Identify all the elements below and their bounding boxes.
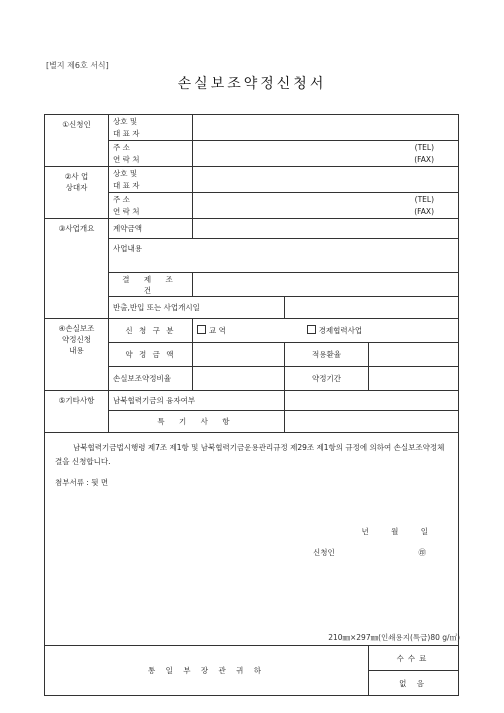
tel-label: (TEL)	[414, 142, 434, 152]
agreement-amount-field[interactable]	[193, 343, 285, 367]
paper-size-note: 210㎜×297㎜(인쇄용지(특급)80 g/㎡)	[328, 633, 460, 642]
fax-label: (FAX)	[414, 154, 434, 164]
special-notes-label: 특 기 사 항	[109, 411, 285, 433]
applicant-name-field[interactable]	[193, 115, 459, 141]
contract-amount-label: 계약금액	[109, 219, 193, 239]
addressee: 통 일 부 장 관 귀 하	[45, 646, 369, 696]
counterpart-name-label: 상호 및 대 표 자	[109, 167, 193, 193]
economic-cooperation-checkbox[interactable]: 경제협력사업	[307, 326, 362, 335]
counterpart-name-field[interactable]	[193, 167, 459, 193]
start-date-field[interactable]	[285, 297, 459, 319]
application-type-options	[193, 319, 459, 343]
fax-label: (FAX)	[414, 206, 434, 216]
agreement-period-label: 약정기간	[285, 367, 369, 391]
agreement-amount-label: 약 정 금 액	[109, 343, 193, 367]
counterpart-section-label: ②사 업 상대자	[45, 167, 109, 219]
business-content-label: 사업내용	[113, 244, 142, 253]
seal-mark: ㊞	[418, 548, 426, 557]
attachment-note: 첨부서류 : 뒷 면	[55, 478, 109, 487]
application-type-label: 신 청 구 분	[109, 319, 193, 343]
form-number: [별지 제6호 서식]	[46, 61, 109, 70]
applicant-label: 신청인	[313, 548, 335, 557]
application-form-table	[44, 114, 459, 696]
trade-checkbox[interactable]: 교 역	[197, 326, 226, 335]
applicant-signature-line	[55, 547, 448, 561]
payment-terms-field[interactable]	[193, 273, 459, 297]
loss-subsidy-section-label: ④손실보조 약정신청 내용	[45, 319, 109, 391]
subsidy-ratio-label: 손실보조약정비율	[109, 367, 193, 391]
counterpart-address-label: 주 소 연 락 처	[109, 193, 193, 219]
loan-status-field[interactable]	[285, 391, 459, 411]
counterpart-address-field[interactable]	[193, 193, 459, 219]
loan-status-label: 남북협력기금의 융자여부	[109, 391, 285, 411]
applicant-name-label: 상호 및 대 표 자	[109, 115, 193, 141]
applicant-section-label: ①신청인	[45, 115, 109, 167]
subsidy-ratio-field[interactable]	[193, 367, 285, 391]
statement-text: 남북협력기금법시행령 제7조 제1항 및 남북협력기금운용관리규정 제29조 제1항의 규정에 의하여 손실보조약정체결을 신청합니다.	[55, 443, 445, 466]
start-date-label: 반출,반입 또는 사업개시일	[109, 297, 285, 319]
special-notes-field[interactable]	[285, 411, 459, 433]
agreement-period-field[interactable]	[369, 367, 459, 391]
applicant-address-field[interactable]	[193, 141, 459, 167]
exchange-rate-label: 적용환율	[285, 343, 369, 367]
business-overview-label: ③사업개요	[45, 219, 109, 319]
page-title: 손실보조약정신청서	[177, 76, 327, 92]
date-line[interactable]: 년 월 일	[361, 527, 428, 536]
tel-label: (TEL)	[414, 194, 434, 204]
payment-terms-label: 결 제 조 건	[109, 273, 193, 297]
contract-amount-field[interactable]	[193, 219, 459, 239]
exchange-rate-field[interactable]	[369, 343, 459, 367]
fee-label: 수수료	[369, 646, 459, 671]
fee-value: 없 음	[369, 671, 459, 696]
applicant-address-label: 주 소 연 락 처	[109, 141, 193, 167]
business-content-field[interactable]	[109, 239, 459, 273]
application-statement	[45, 433, 459, 646]
other-section-label: ⑤기타사항	[45, 391, 109, 433]
